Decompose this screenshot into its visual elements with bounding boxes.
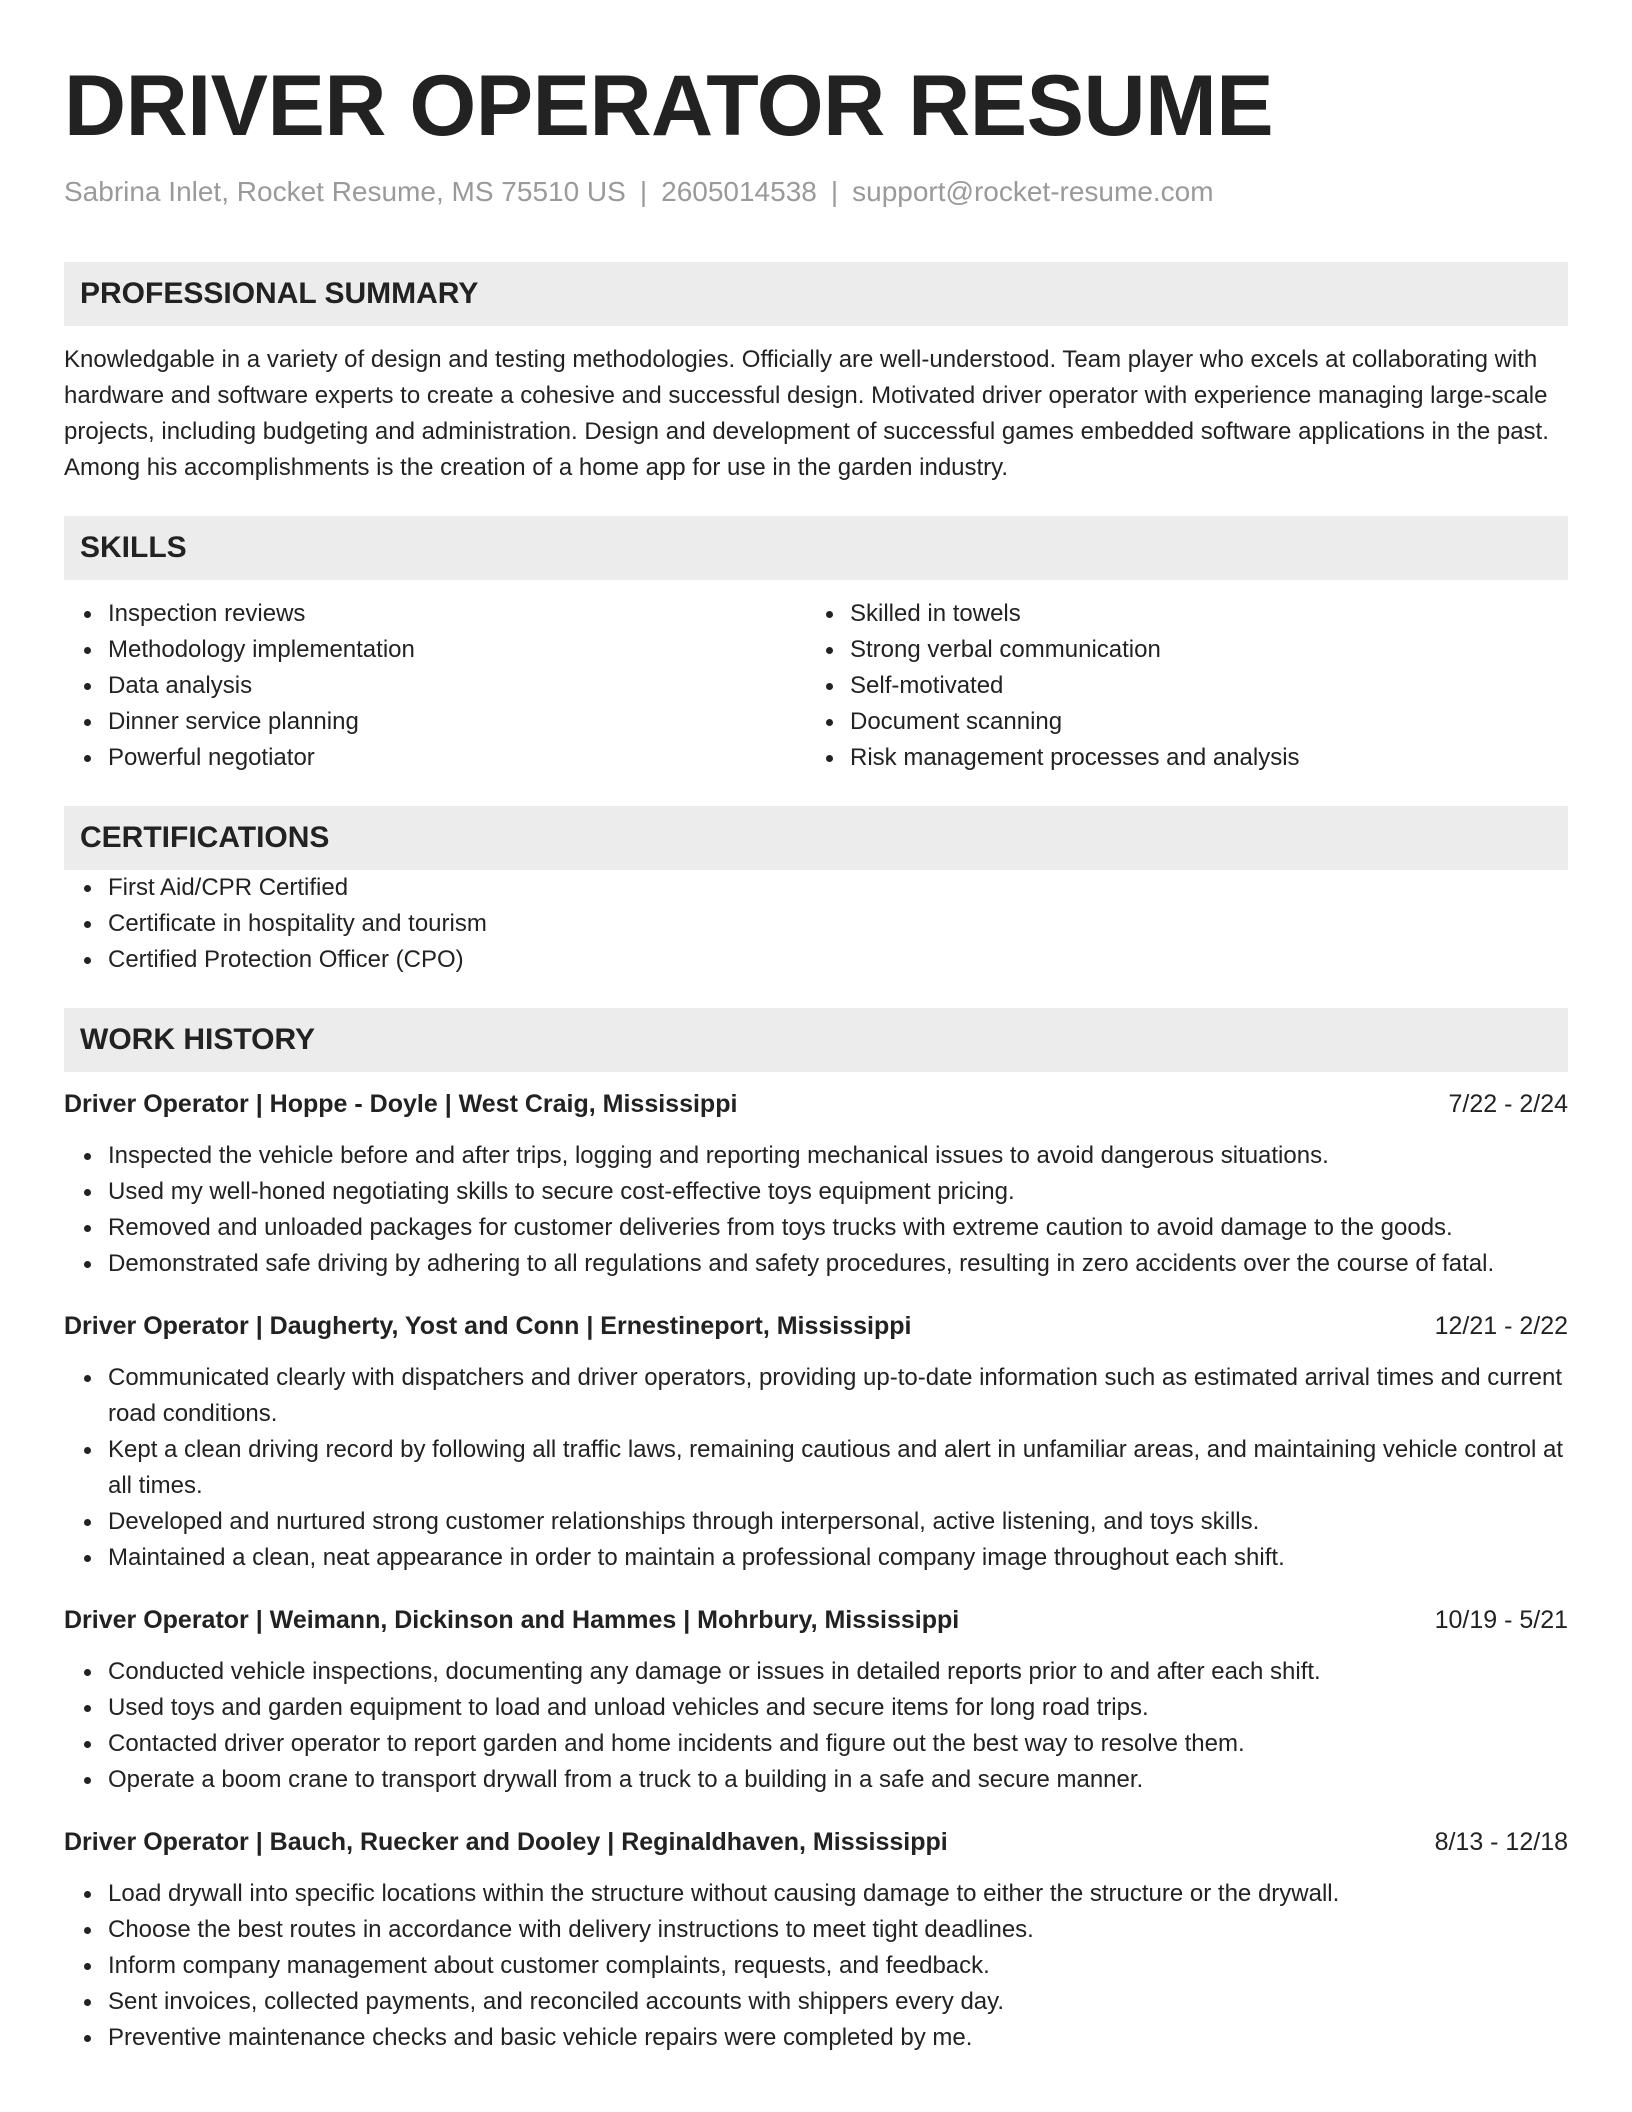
skills-column-left [64, 596, 806, 776]
job-title: Driver Operator | Hoppe - Doyle | West Craig, Mississippi [64, 1090, 738, 1118]
summary-paragraph: Knowledgable in a variety of design and testing methodologies. Officially are well-understood. Team player who excels at collaborating with hardware and software experts to create a cohesive and successful design. Motivated driver operator with experience managing large-scale projects, including budgeting and administration. Design and development of successful games embedded software applications in the past. Among his accomplishments is the creation of a home app for use in the garden industry. [64, 346, 1549, 481]
section-heading-skills: SKILLS [64, 516, 1568, 580]
list-item: Choose the best routes in accordance with delivery instructions to meet tight deadlines. [64, 1912, 1568, 1948]
list-item: Operate a boom crane to transport drywall from a truck to a building in a safe and secure manner. [64, 1762, 1568, 1798]
list-item: Sent invoices, collected payments, and reconciled accounts with shippers every day. [64, 1984, 1568, 2020]
list-item: Contacted driver operator to report garden and home incidents and figure out the best way to resolve them. [64, 1726, 1568, 1762]
skills-list [64, 596, 1568, 776]
list-item: Developed and nurtured strong customer relationships through interpersonal, active listening, and toys skills. [64, 1504, 1568, 1540]
job-header [64, 1602, 1568, 1638]
job-bullets [64, 1138, 1568, 1282]
list-item: Preventive maintenance checks and basic vehicle repairs were completed by me. [64, 2020, 1568, 2056]
list-item: Methodology implementation [64, 632, 806, 668]
list-item: Communicated clearly with dispatchers and driver operators, providing up-to-date information such as estimated arrival times and current road conditions. [64, 1360, 1568, 1432]
list-item: Inspection reviews [64, 596, 806, 632]
list-item: Powerful negotiator [64, 740, 806, 776]
list-item: First Aid/CPR Certified [64, 870, 1568, 906]
list-item: Certified Protection Officer (CPO) [64, 942, 1568, 978]
job-dates: 7/22 - 2/24 [1448, 1090, 1568, 1118]
section-heading-work-history: WORK HISTORY [64, 1008, 1568, 1072]
resume-title: DRIVER OPERATOR RESUME [64, 58, 1274, 154]
job-bullets [64, 1654, 1568, 1798]
list-item: Dinner service planning [64, 704, 806, 740]
contact-email: support@rocket-resume.com [852, 176, 1214, 207]
job-title: Driver Operator | Daugherty, Yost and Conn | Ernestineport, Mississippi [64, 1312, 912, 1340]
contact-separator: | [830, 176, 839, 207]
list-item: Conducted vehicle inspections, documenting any damage or issues in detailed reports prior to and after each shift. [64, 1654, 1568, 1690]
job-entry [64, 1602, 1568, 1798]
job-header [64, 1308, 1568, 1344]
list-item: Kept a clean driving record by following all traffic laws, remaining cautious and alert in unfamiliar areas, and maintaining vehicle control at all times. [64, 1432, 1568, 1504]
list-item: Inform company management about customer complaints, requests, and feedback. [64, 1948, 1568, 1984]
list-item: Skilled in towels [806, 596, 1548, 632]
job-bullets [64, 1360, 1568, 1576]
certifications-list [64, 870, 1568, 978]
list-item: Data analysis [64, 668, 806, 704]
job-title: Driver Operator | Weimann, Dickinson and Hammes | Mohrbury, Mississippi [64, 1606, 960, 1634]
list-item: Demonstrated safe driving by adhering to all regulations and safety procedures, resulting in zero accidents over the course of fatal. [64, 1246, 1568, 1282]
list-item: Maintained a clean, neat appearance in order to maintain a professional company image throughout each shift. [64, 1540, 1568, 1576]
skills-column-right [806, 596, 1548, 776]
list-item: Strong verbal communication [806, 632, 1548, 668]
job-dates: 12/21 - 2/22 [1434, 1312, 1568, 1340]
job-entry [64, 1086, 1568, 1282]
list-item: Used my well-honed negotiating skills to secure cost-effective toys equipment pricing. [64, 1174, 1568, 1210]
job-title: Driver Operator | Bauch, Ruecker and Dooley | Reginaldhaven, Mississippi [64, 1828, 948, 1856]
list-item: Removed and unloaded packages for customer deliveries from toys trucks with extreme caution to avoid damage to the goods. [64, 1210, 1568, 1246]
job-header [64, 1086, 1568, 1122]
contact-line [64, 174, 1568, 210]
job-entry [64, 1824, 1568, 2056]
list-item: Document scanning [806, 704, 1548, 740]
section-heading-certifications: CERTIFICATIONS [64, 806, 1568, 870]
job-bullets [64, 1876, 1568, 2056]
contact-separator: | [639, 176, 648, 207]
contact-phone: 2605014538 [661, 176, 817, 207]
list-item: Load drywall into specific locations within the structure without causing damage to either the structure or the drywall. [64, 1876, 1568, 1912]
list-item: Inspected the vehicle before and after trips, logging and reporting mechanical issues to avoid dangerous situations. [64, 1138, 1568, 1174]
list-item: Risk management processes and analysis [806, 740, 1548, 776]
list-item: Used toys and garden equipment to load and unload vehicles and secure items for long road trips. [64, 1690, 1568, 1726]
section-heading-summary: PROFESSIONAL SUMMARY [64, 262, 1568, 326]
list-item: Certificate in hospitality and tourism [64, 906, 1568, 942]
job-entry [64, 1308, 1568, 1576]
job-dates: 10/19 - 5/21 [1434, 1606, 1568, 1634]
job-dates: 8/13 - 12/18 [1434, 1828, 1568, 1856]
list-item: Self-motivated [806, 668, 1548, 704]
job-header [64, 1824, 1568, 1860]
contact-address: Sabrina Inlet, Rocket Resume, MS 75510 US [64, 176, 626, 207]
